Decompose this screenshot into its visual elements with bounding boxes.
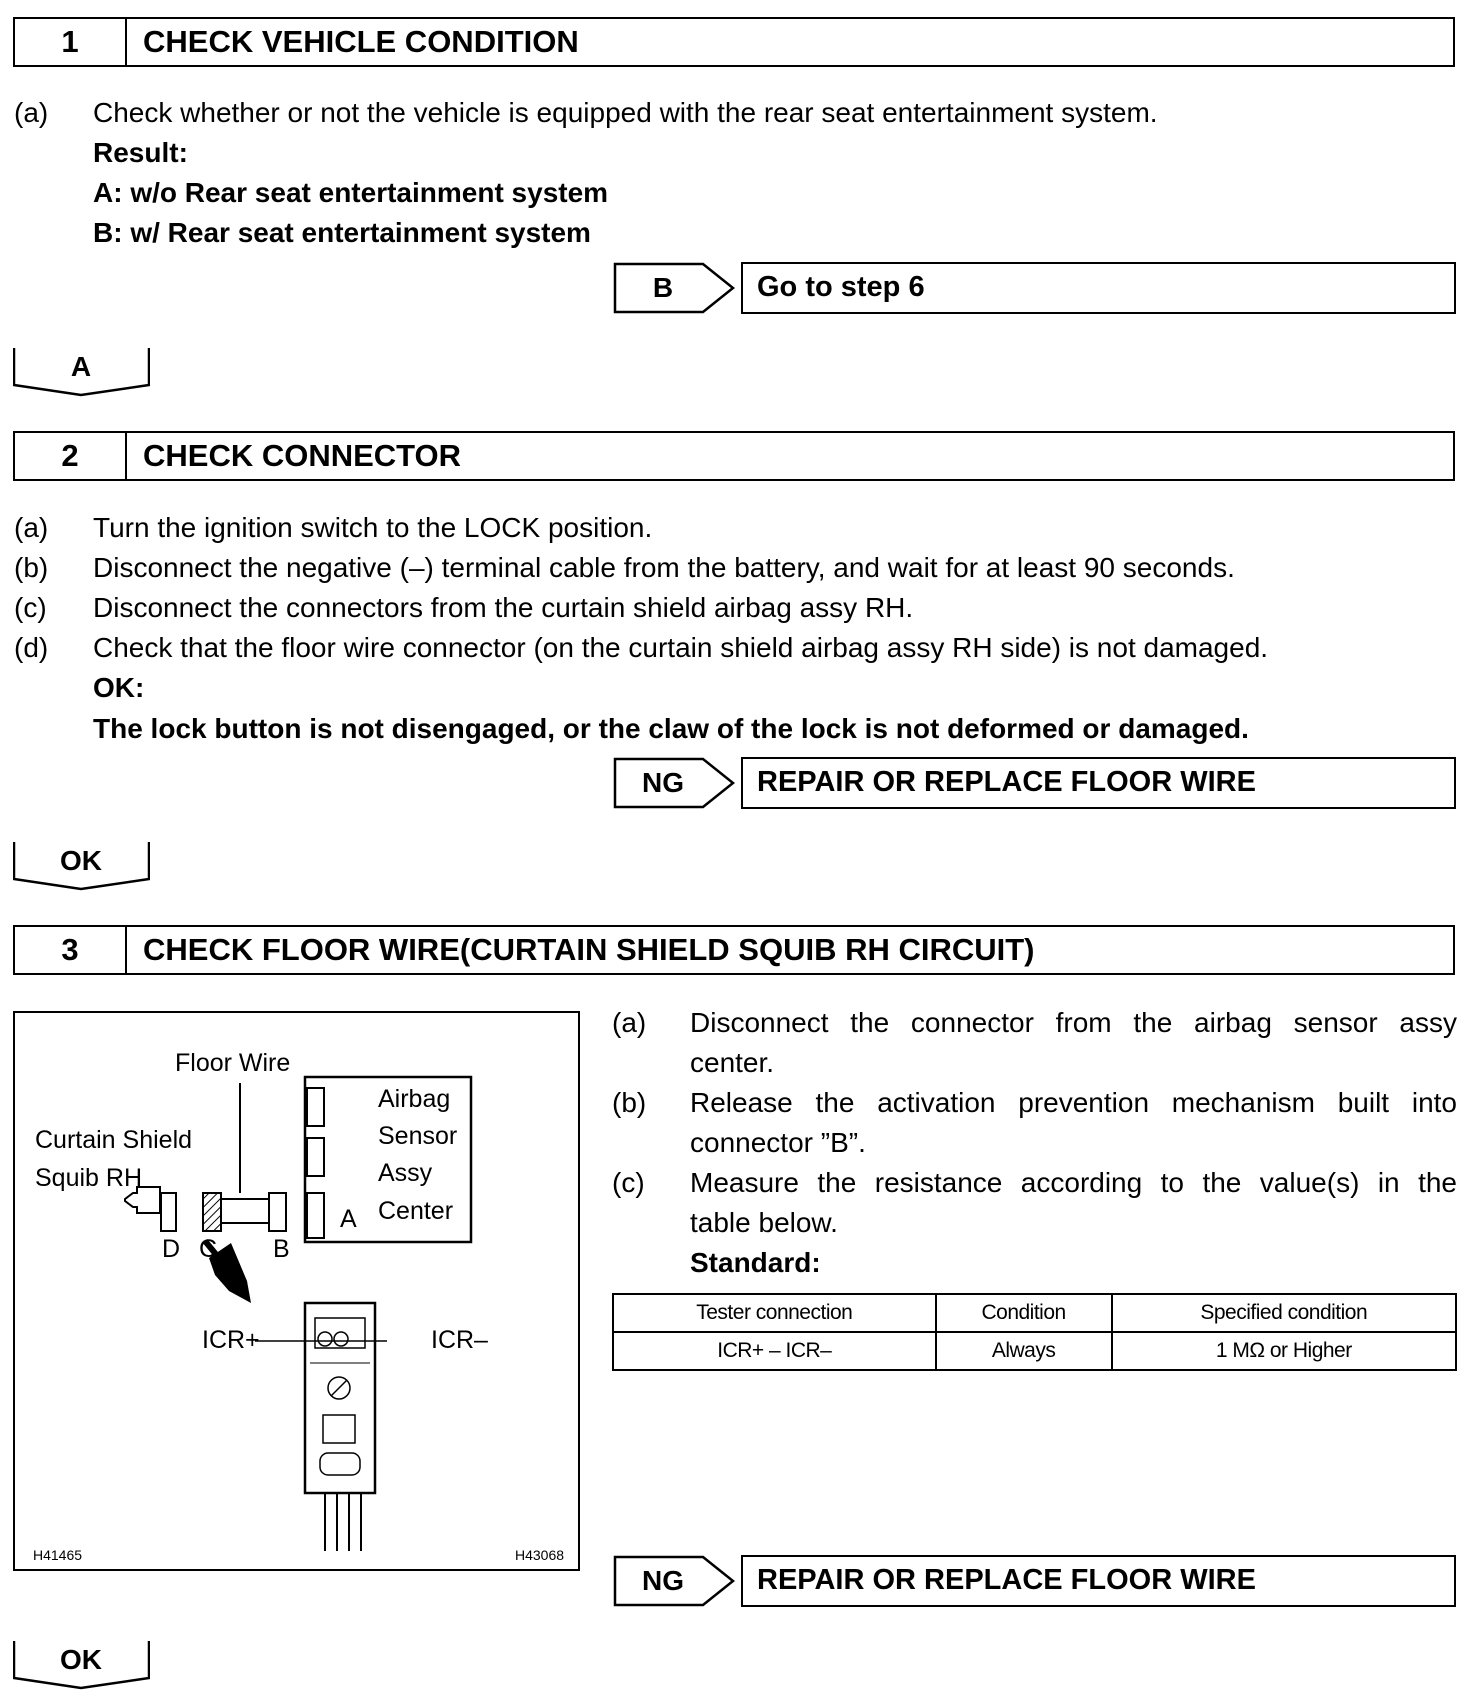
item-label: (a) (14, 512, 49, 543)
result-a: A: w/o Rear seat entertainment system (93, 177, 609, 208)
label-assy: Assy (378, 1159, 433, 1187)
step-number: 1 (15, 19, 127, 65)
step-3-header (13, 925, 1455, 975)
label-connector-b: B (273, 1235, 290, 1263)
label-connector-c: C (199, 1235, 218, 1263)
step-2-header (13, 431, 1455, 481)
standard-table (612, 1293, 1457, 1371)
item-text: Disconnect the connectors from the curtain shield airbag assy RH. (93, 592, 914, 623)
branch-key: B (652, 272, 674, 303)
standard-label: Standard: (690, 1247, 821, 1278)
next-tag-ok (13, 1640, 149, 1690)
table-header: Tester connection (613, 1294, 936, 1332)
item-label: (b) (612, 1087, 647, 1118)
table-cell: ICR+ – ICR– (613, 1332, 936, 1370)
branch-key: NG (642, 1565, 684, 1596)
item-text: Measure the resistance according to the value(s) in the (690, 1167, 1457, 1198)
label-floor-wire: Floor Wire (175, 1049, 291, 1077)
item-label: (c) (612, 1167, 645, 1198)
ok-text: The lock button is not disengaged, or the claw of the lock is not deformed or damaged. (93, 713, 1249, 744)
step-number: 3 (15, 927, 127, 973)
label-connector-a: A (340, 1205, 357, 1233)
result-b: B: w/ Rear seat entertainment system (93, 217, 591, 248)
item-text-cont: center. (690, 1047, 775, 1078)
label-airbag: Airbag (378, 1085, 451, 1113)
next-tag-ok (13, 841, 149, 891)
figure-code-right: H43068 (515, 1547, 565, 1563)
item-text: Check whether or not the vehicle is equipped with the rear seat entertainment system. (93, 97, 1158, 128)
next-key: OK (60, 1644, 102, 1675)
branch-key: NG (642, 767, 684, 798)
item-text: Disconnect the negative (–) terminal cable from the battery, and wait for at least 90 seconds. (93, 552, 1235, 583)
label-sensor: Sensor (378, 1122, 458, 1150)
item-label: (c) (14, 592, 47, 623)
table-header-row (613, 1294, 1456, 1332)
next-key: OK (60, 845, 102, 876)
label-icr-plus: ICR+ (202, 1326, 260, 1354)
step-title: CHECK FLOOR WIRE(CURTAIN SHIELD SQUIB RH CIRCUIT) (143, 932, 1035, 967)
item-text: Disconnect the connector from the airbag sensor assy (690, 1007, 1457, 1038)
next-key: A (70, 351, 92, 382)
table-header: Specified condition (1112, 1294, 1456, 1332)
label-center: Center (378, 1197, 454, 1225)
label-curtain-shield: Curtain Shield (35, 1126, 193, 1154)
figure-code-left: H41465 (33, 1547, 83, 1563)
connector-diagram-drawing (15, 1013, 577, 1568)
item-text-cont: connector ”B”. (690, 1127, 866, 1158)
branch-action: REPAIR OR REPLACE FLOOR WIRE (741, 1555, 1456, 1607)
label-connector-d: D (162, 1235, 181, 1263)
table-row (613, 1332, 1456, 1370)
branch-b-go-to-step-6 (613, 262, 1456, 314)
ok-label: OK: (93, 672, 145, 703)
branch-action: Go to step 6 (741, 262, 1456, 314)
step-1-header (13, 17, 1455, 67)
step-number: 2 (15, 433, 127, 479)
item-text: Turn the ignition switch to the LOCK position. (93, 512, 653, 543)
label-icr-minus: ICR– (431, 1326, 488, 1354)
table-header: Condition (936, 1294, 1112, 1332)
item-label: (a) (14, 97, 49, 128)
result-label: Result: (93, 137, 188, 168)
table-cell: 1 MΩ or Higher (1112, 1332, 1456, 1370)
connector-diagram (13, 1011, 580, 1571)
step-title: CHECK CONNECTOR (143, 438, 462, 473)
step-title: CHECK VEHICLE CONDITION (143, 24, 579, 59)
branch-action: REPAIR OR REPLACE FLOOR WIRE (741, 757, 1456, 809)
item-label: (d) (14, 632, 49, 663)
branch-ng-repair-floor-wire (613, 1555, 1456, 1607)
item-text: Release the activation prevention mechanism built into (690, 1087, 1457, 1118)
table-cell: Always (936, 1332, 1112, 1370)
item-text: Check that the floor wire connector (on the curtain shield airbag assy RH side) is not damaged. (93, 632, 1269, 663)
next-tag-a (13, 347, 149, 397)
label-squib-rh: Squib RH (35, 1164, 142, 1192)
item-label: (b) (14, 552, 49, 583)
item-text-cont: table below. (690, 1207, 838, 1238)
branch-ng-repair-floor-wire (613, 757, 1456, 809)
item-label: (a) (612, 1007, 647, 1038)
